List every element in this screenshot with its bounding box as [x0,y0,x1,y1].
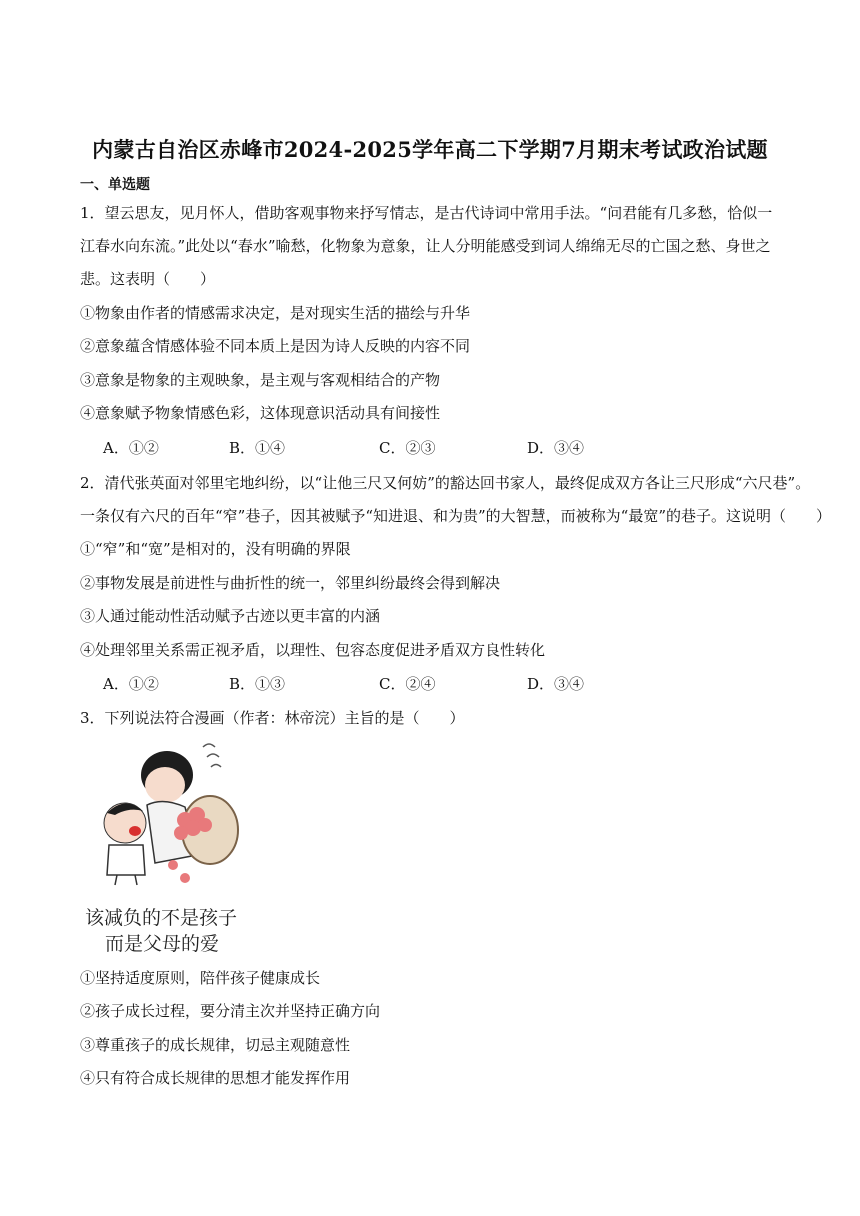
falling-heart [168,860,178,870]
child-leg [115,875,117,885]
q1-stem-line: 江春水向东流。”此处以“春水”喻愁，化物象为意象，让人分明能感受到词人绵绵无尽的亡国之愁、身世之 [80,237,771,255]
child-body [107,845,145,875]
comic-caption [85,905,255,957]
comic-illustration [85,735,255,965]
heart [198,818,212,832]
comic-caption-line: 而是父母的爱 [105,933,220,955]
q2-stem-line: 一条仅有六尺的百年“窄”巷子，因其被赋予“知进退、和为贵”的大智慧，而被称为“最宽”的巷子。这说明（ ） [80,507,832,525]
q2-option-b[interactable]: B．①③ [229,675,286,693]
q1-option-d[interactable]: D．③④ [527,439,585,457]
sweat-mark [211,765,221,768]
q1-statement: ①物象由作者的情感需求决定，是对现实生活的描绘与升华 [80,304,471,322]
q3-stem: 3．下列说法符合漫画（作者：林帝浣）主旨的是（ ） [80,709,465,727]
q2-option-d[interactable]: D．③④ [527,675,585,693]
falling-heart [180,873,190,883]
page-title: 内蒙古自治区赤峰市2024-2025学年高二下学期7月期末考试政治试题 [92,137,768,162]
heart [174,826,188,840]
q1-statement: ②意象蕴含情感体验不同本质上是因为诗人反映的内容不同 [80,337,471,355]
sweat-mark [203,744,215,747]
q1-statement: ④意象赋予物象情感色彩，这体现意识活动具有间接性 [80,404,441,422]
q2-option-a[interactable]: A．①② [103,675,159,693]
q2-statement: ①“窄”和“宽”是相对的，没有明确的界限 [80,540,351,558]
q1-stem-line: 悲。这表明（ ） [80,270,216,288]
q1-option-c[interactable]: C．②③ [379,439,436,457]
q1-option-b[interactable]: B．①④ [229,439,286,457]
q3-statement: ④只有符合成长规律的思想才能发挥作用 [80,1069,351,1087]
q1-statement: ③意象是物象的主观映象，是主观与客观相结合的产物 [80,371,441,389]
q2-statement: ②事物发展是前进性与曲折性的统一，邻里纠纷最终会得到解决 [80,574,501,592]
q2-statement: ③人通过能动性活动赋予古迹以更丰富的内涵 [80,607,381,625]
child-leg [135,875,137,885]
parent-face [145,767,185,803]
q3-statement: ③尊重孩子的成长规律，切忌主观随意性 [80,1036,351,1054]
q3-statement: ①坚持适度原则，陪伴孩子健康成长 [80,969,321,987]
q1-stem-line: 1．望云思友，见月怀人，借助客观事物来抒写情志，是古代诗词中常用手法。“问君能有几多愁，恰似一 [80,204,773,222]
q2-stem-line: 2．清代张英面对邻里宅地纠纷，以“让他三尺又何妨”的豁达回书家人，最终促成双方各让三尺形成“六尺巷”。 [80,474,811,492]
child-mouth [129,826,141,836]
section-heading: 一、单选题 [80,177,150,193]
q1-option-a[interactable]: A．①② [103,439,159,457]
q3-statement: ②孩子成长过程，要分清主次并坚持正确方向 [80,1002,381,1020]
comic-caption-line: 该减负的不是孩子 [85,907,238,929]
q2-statement: ④处理邻里关系需正视矛盾，以理性、包容态度促进矛盾双方良性转化 [80,641,546,659]
sweat-mark [207,754,219,757]
q2-option-c[interactable]: C．②④ [379,675,436,693]
